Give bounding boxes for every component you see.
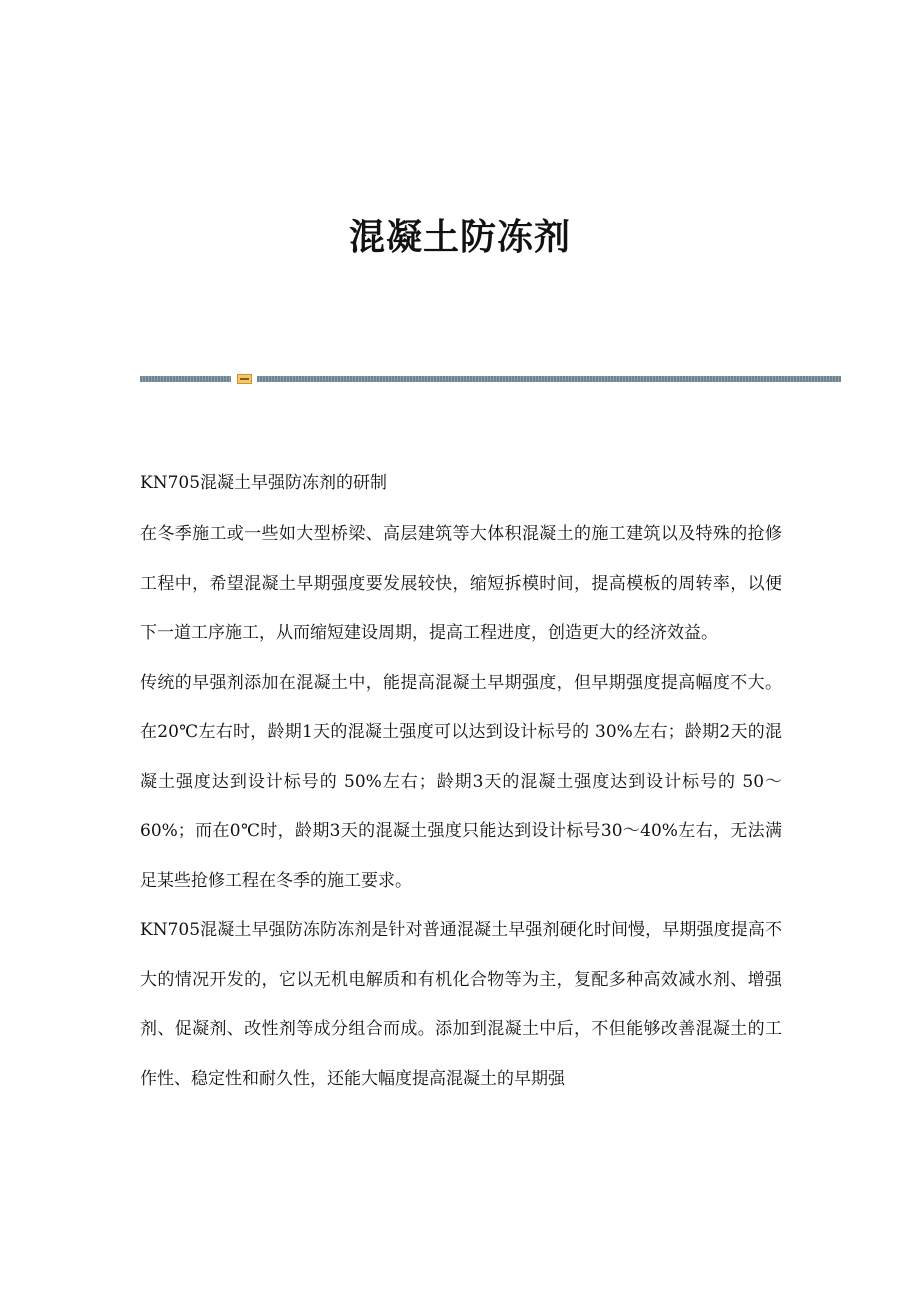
divider-ornament-icon <box>237 374 252 384</box>
divider-bar-right <box>257 376 841 382</box>
section-heading: KN705混凝土早强防冻剂的研制 <box>140 473 388 493</box>
divider-bar-left <box>140 376 231 382</box>
document-body <box>140 468 782 1104</box>
paragraph-3: KN705混凝土早强防冻防冻剂是针对普通混凝土早强剂硬化时间慢，早期强度提高不大的情况开发的，它以无机电解质和有机化合物等为主，复配多种高效减水剂、增强剂、促凝剂、改性剂等成分组合而成。添加到混凝土中后，不但能够改善混凝土的工作性、稳定性和耐久性，还能大幅度提高混凝土的早期强 <box>140 920 782 1089</box>
page-title: 混凝土防冻剂 <box>348 216 571 258</box>
paragraph-2: 传统的早强剂添加在混凝土中，能提高混凝土早期强度，但早期强度提高幅度不大。在20℃左右时，龄期1天的混凝土强度可以达到设计标号的 30%左右；龄期2天的混凝土强度达到设计标号的 50%左右；龄期3天的混凝土强度达到设计标号的 50～60%；而在0℃时，龄期3天的混凝土强度只能达到设计标号30～40%左右，无法满足某些抢修工程在冬季的施工要求。 <box>140 672 782 891</box>
paragraph-1: 在冬季施工或一些如大型桥梁、高层建筑等大体积混凝土的施工建筑以及特殊的抢修工程中，希望混凝土早期强度要发展较快，缩短拆模时间，提高模板的周转率，以便下一道工序施工，从而缩短建设周期，提高工程进度，创造更大的经济效益。 <box>140 524 782 643</box>
section-divider <box>140 374 841 384</box>
